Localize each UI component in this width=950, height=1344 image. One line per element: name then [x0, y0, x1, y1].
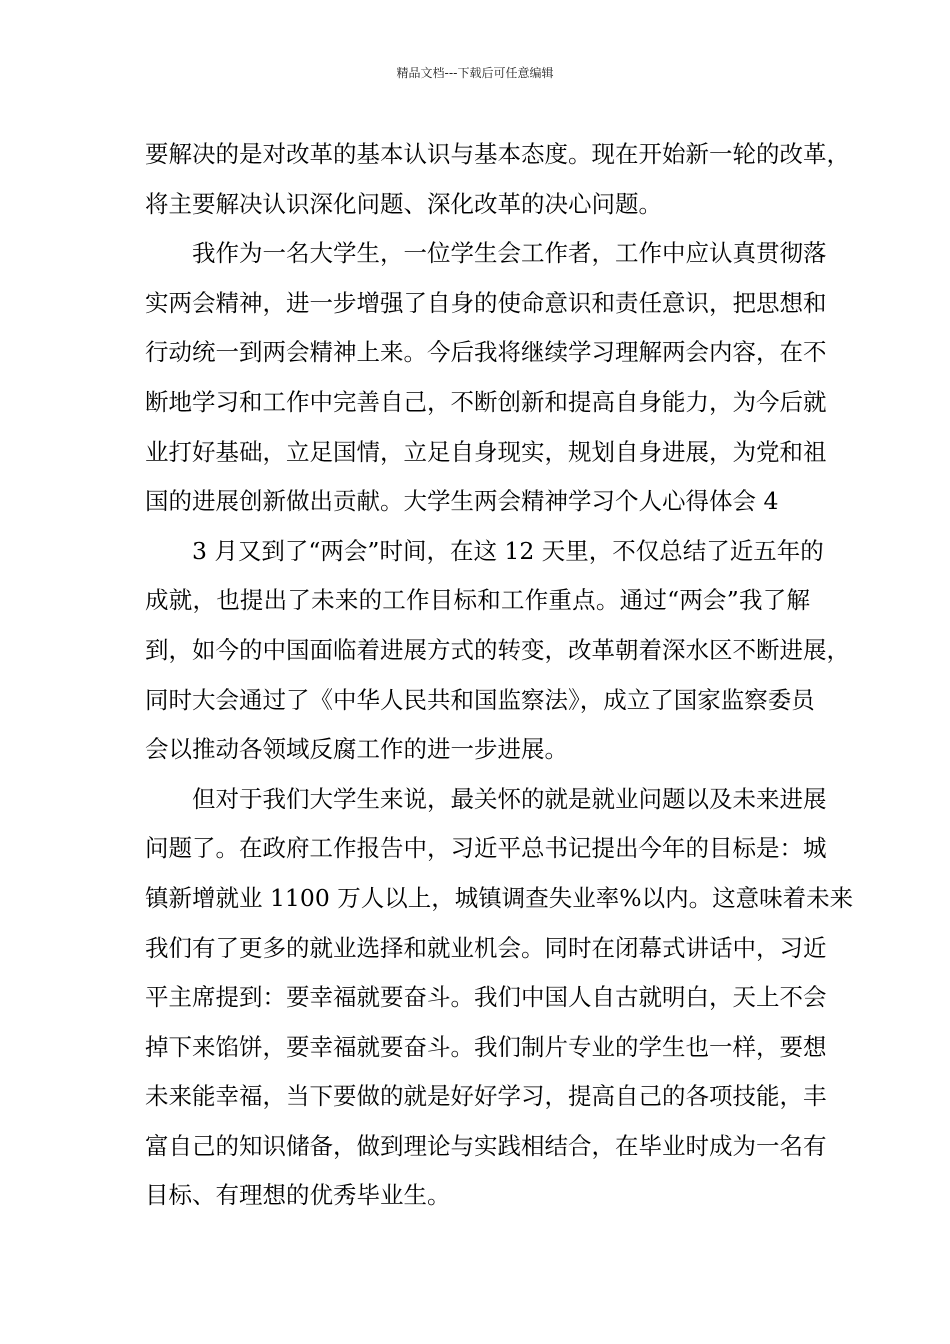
- text-line: 平主席提到：要幸福就要奋斗。我们中国人自古就明白，天上不会: [145, 983, 827, 1012]
- page-header: 精品文档---下载后可任意编辑: [396, 66, 554, 80]
- text-line: 实两会精神，进一步增强了自身的使命意识和责任意识，把思想和: [145, 288, 827, 317]
- text-line: 富自己的知识储备，做到理论与实践相结合，在毕业时成为一名有: [145, 1131, 827, 1160]
- text-line: 将主要解决认识深化问题、深化改革的决心问题。: [145, 189, 662, 218]
- text-line: 我作为一名大学生，一位学生会工作者，工作中应认真贯彻落: [192, 239, 827, 268]
- text-line: 业打好基础，立足国情，立足自身现实，规划自身进展，为党和祖: [145, 437, 827, 466]
- text-line: 会以推动各领域反腐工作的进一步进展。: [145, 735, 568, 764]
- text-line: 成就，也提出了未来的工作目标和工作重点。通过“两会”我了解: [145, 586, 810, 615]
- text-line: 到，如今的中国面临着进展方式的转变，改革朝着深水区不断进展，: [145, 635, 850, 664]
- text-line: 未来能幸福，当下要做的就是好好学习，提高自己的各项技能，丰: [145, 1082, 827, 1111]
- text-line: 我们有了更多的就业选择和就业机会。同时在闭幕式讲话中，习近: [145, 933, 827, 962]
- text-line: 但对于我们大学生来说，最关怀的就是就业问题以及未来进展: [192, 784, 827, 813]
- text-line: 国的进展创新做出贡献。大学生两会精神学习个人心得体会 4: [145, 487, 779, 516]
- text-line: 3 月又到了“两会”时间，在这 12 天里，不仅总结了近五年的: [192, 536, 824, 565]
- text-line: 掉下来馅饼，要幸福就要奋斗。我们制片专业的学生也一样，要想: [145, 1032, 827, 1061]
- text-line: 目标、有理想的优秀毕业生。: [145, 1181, 451, 1210]
- text-line: 镇新增就业 1100 万人以上，城镇调查失业率%以内。这意味着未来: [145, 883, 854, 912]
- document-body: [145, 130, 854, 1221]
- text-line: 要解决的是对改革的基本认识与基本态度。现在开始新一轮的改革，: [145, 140, 850, 168]
- text-line: 问题了。在政府工作报告中，习近平总书记提出今年的目标是：城: [145, 834, 827, 863]
- text-line: 行动统一到两会精神上来。今后我将继续学习理解两会内容，在不: [145, 338, 827, 367]
- text-line: 同时大会通过了《中华人民共和国监察法》，成立了国家监察委员: [145, 685, 815, 714]
- text-line: 断地学习和工作中完善自己，不断创新和提高自身能力，为今后就: [145, 387, 827, 416]
